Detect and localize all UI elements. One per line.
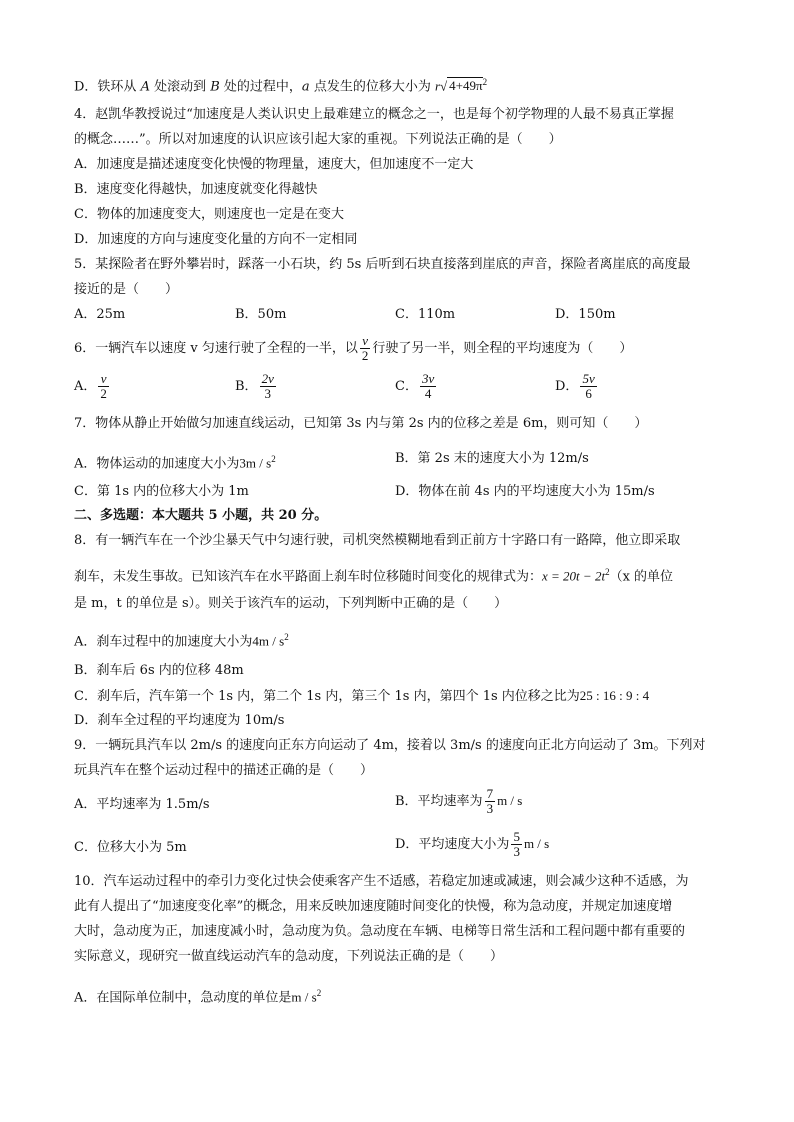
- q8-a-text: A．刹车过程中的加速度大小为: [74, 634, 253, 650]
- q3d-radius: r: [434, 78, 441, 94]
- q8-c-text: C．刹车后，汽车第一个 1s 内，第二个 1s 内，第三个 1s 内，第四个 1s 内位移之比为: [74, 689, 580, 704]
- q6-a-den: 2: [100, 386, 107, 401]
- q6-d-label: D．: [555, 379, 579, 394]
- q3d-point-a: A: [140, 79, 150, 95]
- q7-option-c: C．第 1s 内的位移大小为 1m: [74, 484, 249, 499]
- q6-a-num: v: [98, 372, 109, 387]
- q6-stem-post: 行驶了另一半，则全程的平均速度为（ ）: [372, 341, 633, 356]
- q6-stem-frac-den: 2: [361, 348, 369, 363]
- q6-a-fraction: [98, 372, 109, 401]
- q4-option-a: A．加速度是描述速度变化快慢的物理量，速度大，但加速度不一定大: [74, 157, 474, 172]
- q8-a-value: 4m / s: [252, 633, 285, 649]
- q6-stem-frac-num: v: [360, 334, 371, 349]
- q9-d-unit: m / s: [523, 836, 550, 851]
- q7-a-text: A．物体运动的加速度大小为: [74, 456, 240, 472]
- q6-c-num: 3v: [421, 371, 435, 386]
- q7-a-exponent: 2: [271, 454, 276, 464]
- q6-option-c: [395, 372, 438, 401]
- q3-option-d: [74, 72, 487, 97]
- q3d-text-mid1: 处滚动到: [149, 79, 211, 95]
- q8-option-b: B．刹车后 6s 内的位移 48m: [74, 663, 244, 678]
- q4-stem-line2: 的概念……”。所以对加速度的认识应该引起大家的重视。下列说法正确的是（ ）: [74, 132, 562, 147]
- q9-b-num: 7: [486, 786, 494, 801]
- q10-stem-line1: 10．汽车运动过程中的牵引力变化过快会使乘客产生不适感，若稳定加速或减速，则会减少这种不适感，为: [74, 874, 689, 889]
- q9-d-num: 5: [513, 829, 520, 844]
- q3d-point-b: B: [210, 79, 220, 95]
- q10-stem-line3: 大时，急动度为正，加速度减小时，急动度为负。急动度在车辆、电梯等日常生活和工程问题中都有重要的: [74, 924, 686, 939]
- q4-option-d: D．加速度的方向与速度变化量的方向不一定相同: [74, 232, 358, 247]
- q5-stem-line1: 5．某探险者在野外攀岩时，踩落一小石块，约 5s 后听到石块直接落到崖底的声音，探险者离崖底的高度最: [74, 257, 691, 272]
- q6-b-num: 2v: [261, 371, 274, 386]
- q7-option-b: B．第 2s 末的速度大小为 12m/s: [395, 451, 589, 466]
- q6-option-d: [555, 372, 599, 401]
- q3d-text-post: 点发生的位移大小为: [309, 79, 435, 95]
- q10-stem-line4: 实际意义，现研究一做直线运动汽车的急动度，下列说法正确的是（ ）: [74, 949, 504, 964]
- q3d-radicand: 4+49π: [449, 78, 483, 94]
- q8-stem2-post: （x 的单位: [609, 569, 674, 585]
- q9-b-unit: m / s: [497, 793, 523, 808]
- q6-c-label: C．: [395, 379, 418, 394]
- q9-d-fraction: [511, 830, 522, 859]
- q10-a-text: A．在国际单位制中，急动度的单位是: [74, 990, 292, 1006]
- q7-a-value: 3m / s: [239, 455, 272, 471]
- q8-stem-line1: 8．有一辆汽车在一个沙尘暴天气中匀速行驶，司机突然模糊地看到正前方十字路口有一路障，他立即采取: [74, 533, 681, 548]
- q9-b-text: B．平均速率为: [395, 794, 483, 809]
- q8-option-a: [74, 627, 289, 652]
- q4-stem-line1: 4．赵凯华教授说过“加速度是人类认识史上最难建立的概念之一，也是每个初学物理的人最不易真正掌握: [74, 107, 674, 122]
- q3d-point-a-small: a: [301, 79, 310, 95]
- q6-b-den: 3: [264, 386, 271, 401]
- q5-stem-line2: 接近的是（ ）: [74, 282, 179, 297]
- q8-option-c: [74, 686, 649, 707]
- q10-a-exponent: 2: [316, 988, 322, 998]
- q8-stem-line2: [74, 562, 673, 587]
- q6-d-fraction: [580, 372, 596, 401]
- q8-c-ratio: 25 : 16 : 9 : 4: [579, 688, 650, 703]
- q6-stem-pre: 6．一辆汽车以速度 v 匀速行驶了全程的一半，以: [74, 341, 358, 356]
- q6-d-num: 5v: [582, 371, 595, 386]
- q5-option-b: B．50m: [235, 307, 287, 322]
- q9-stem-line1: 9．一辆玩具汽车以 2m/s 的速度向正东方向运动了 4m，接着以 3m/s 的速度向正北方向运动了 3m。下列对: [74, 738, 706, 753]
- q6-a-label: A．: [74, 379, 97, 394]
- q9-d-den: 3: [513, 844, 520, 859]
- q5-option-c: C．110m: [395, 307, 456, 322]
- q8-equation: x = 20t − 2t: [542, 568, 606, 584]
- q9-d-text: D．平均速度大小为: [395, 837, 510, 852]
- q9-option-d: [395, 830, 549, 859]
- q10-stem-line2: 此有人提出了“加速度变化率”的概念，用来反映加速度随时间变化的快慢，称为急动度，并规定加速度增: [74, 899, 673, 914]
- q7-stem: 7．物体从静止开始做匀加速直线运动，已知第 3s 内与第 2s 内的位移之差是 6m，则可知（ ）: [74, 416, 648, 431]
- q6-d-den: 6: [585, 386, 592, 401]
- q3d-text-pre: D．铁环从: [74, 79, 141, 95]
- q4-option-b: B．速度变化得越快，加速度就变化得越快: [74, 182, 318, 197]
- q6-b-fraction: [260, 372, 276, 401]
- q6-option-b: [235, 372, 278, 401]
- q9-b-den: 3: [486, 801, 494, 816]
- q3d-exponent: 2: [482, 77, 488, 87]
- q3d-text-mid2: 处的过程中，: [219, 79, 302, 95]
- q9-option-a: A．平均速率为 1.5m/s: [74, 797, 210, 812]
- section-heading-multiple-choice: 二、多选题：本大题共 5 小题，共 20 分。: [74, 508, 328, 523]
- q9-b-fraction: [485, 787, 496, 816]
- q5-option-a: A．25m: [74, 307, 126, 322]
- q6-stem: [74, 334, 632, 363]
- q9-option-b: [395, 787, 522, 816]
- q10-option-a: [74, 983, 321, 1008]
- q4-option-c: C．物体的加速度变大，则速度也一定是在变大: [74, 207, 344, 222]
- q9-option-c: C．位移大小为 5m: [74, 840, 187, 855]
- q8-stem-line3: 是 m，t 的单位是 s）。则关于该汽车的运动，下列判断中正确的是（ ）: [74, 596, 508, 611]
- q6-option-a: [74, 372, 111, 401]
- sqrt-icon: √: [440, 78, 448, 94]
- q6-c-den: 4: [424, 386, 432, 401]
- q8-option-d: D．刹车全过程的平均速度为 10m/s: [74, 713, 285, 728]
- q9-stem-line2: 玩具汽车在整个运动过程中的描述正确的是（ ）: [74, 763, 374, 778]
- q8-equation-exponent: 2: [605, 567, 610, 577]
- q6-b-label: B．: [235, 379, 258, 394]
- q7-option-a: [74, 449, 276, 474]
- q6-stem-fraction: [360, 334, 371, 363]
- q10-a-value: m / s: [291, 989, 317, 1005]
- q6-c-fraction: [420, 372, 436, 401]
- q7-option-d: D．物体在前 4s 内的平均速度大小为 15m/s: [395, 484, 655, 499]
- q5-option-d: D．150m: [555, 307, 616, 322]
- q8-stem2-pre: 刹车，未发生事故。已知该汽车在水平路面上刹车时位移随时间变化的规律式为：: [74, 569, 543, 585]
- q8-a-exponent: 2: [284, 632, 289, 642]
